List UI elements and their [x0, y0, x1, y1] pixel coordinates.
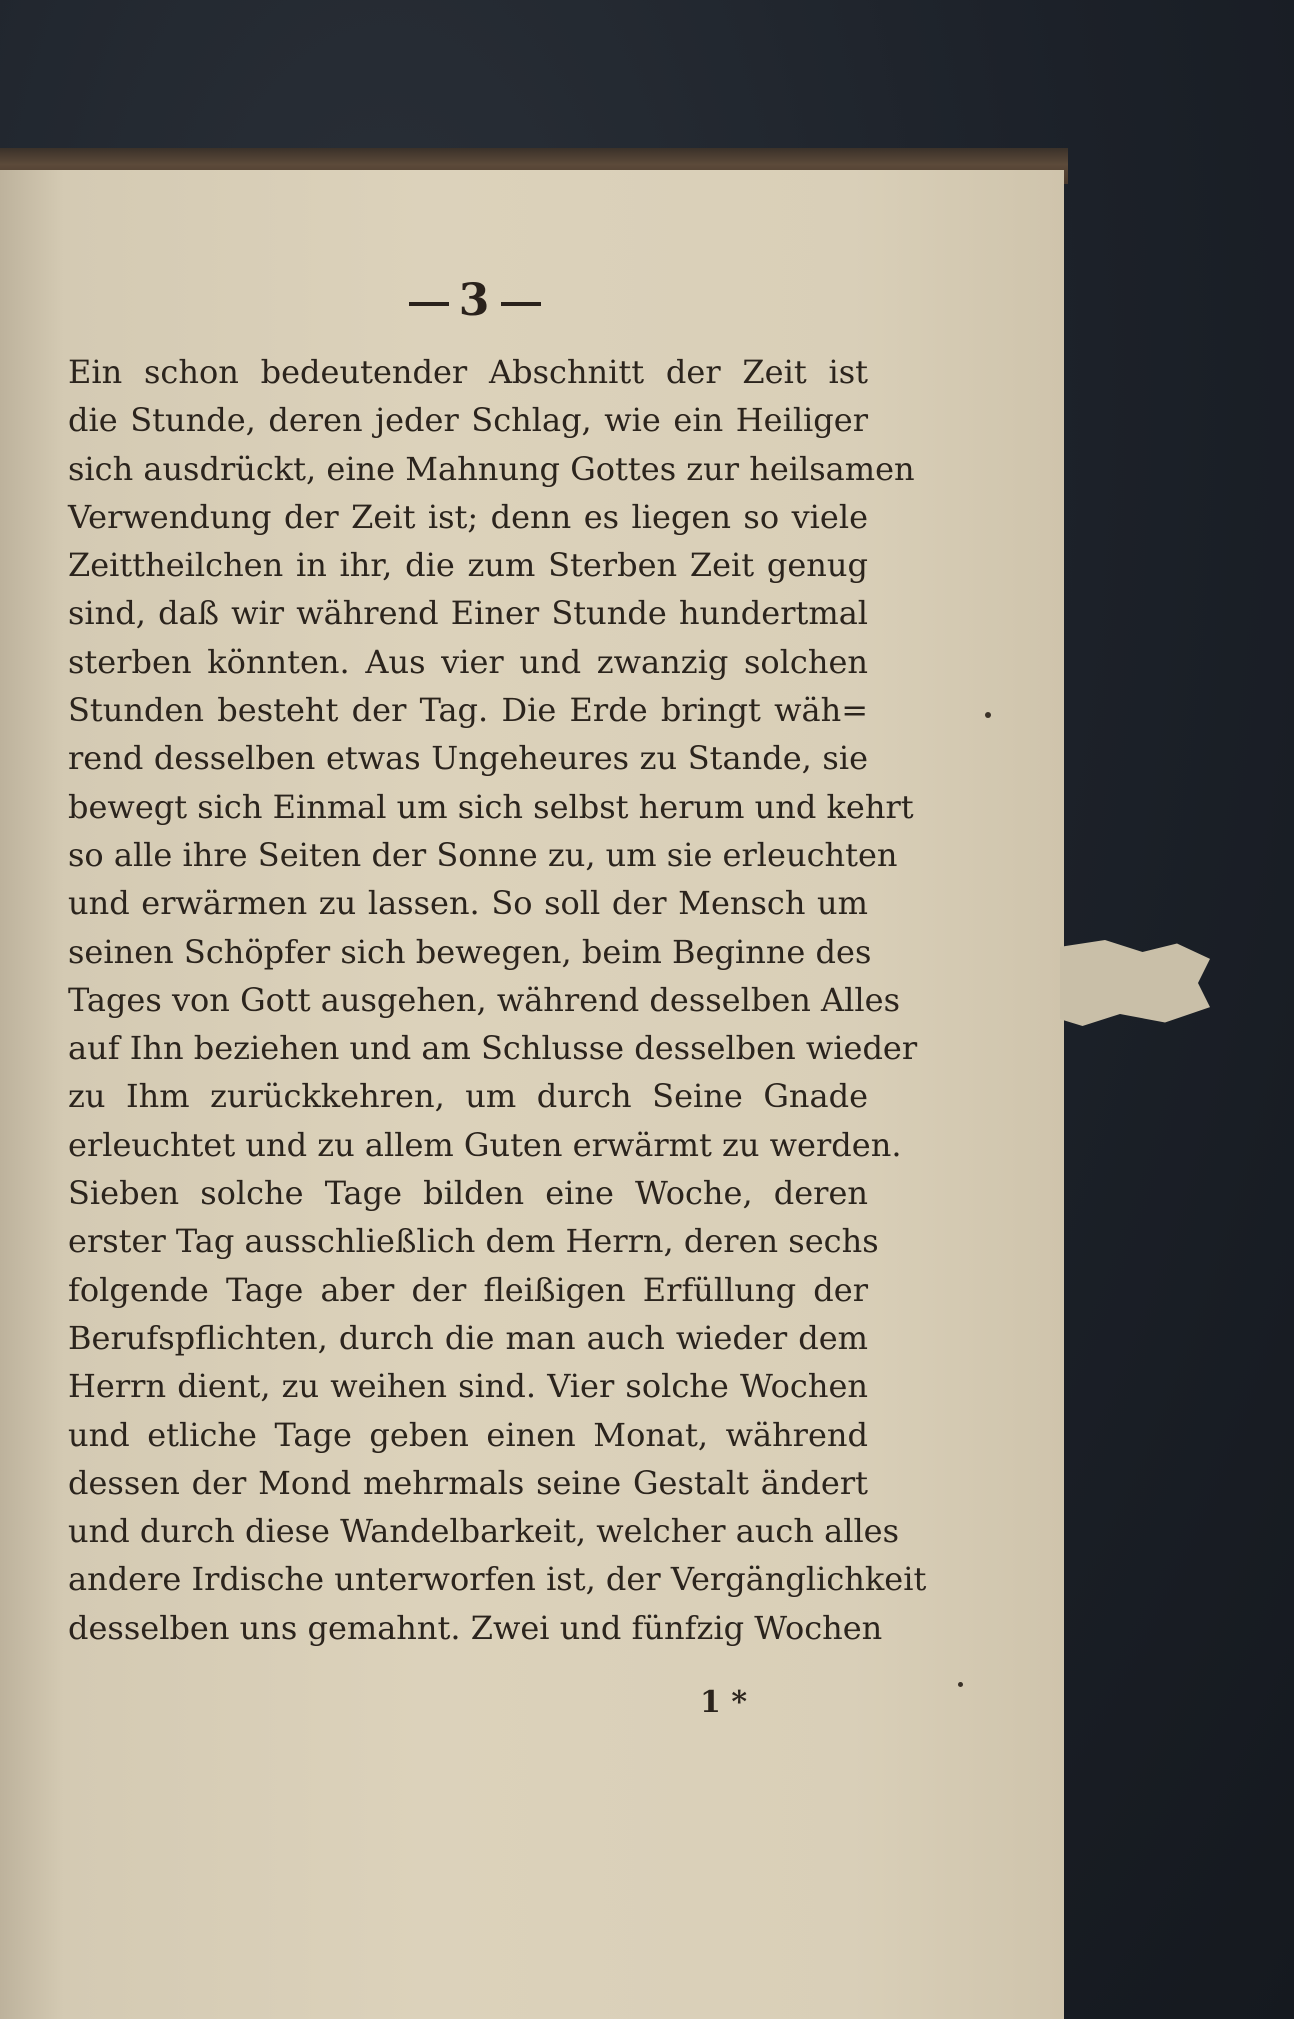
page-speck	[958, 1682, 963, 1687]
text-line: Tages von Gott ausgehen, während desselben Alles	[68, 980, 900, 1019]
text-line: sind, daß wir während Einer Stunde hundertmal	[68, 594, 868, 633]
signature-mark: 1 *	[700, 1685, 748, 1720]
text-line: Herrn dient, zu weihen sind. Vier solche Wochen	[68, 1367, 868, 1406]
text-line: Berufspflichten, durch die man auch wieder dem	[68, 1318, 868, 1357]
text-line: Zeittheilchen in ihr, die zum Sterben Zeit genug	[68, 546, 868, 585]
text-line: Stunden besteht der Tag. Die Erde bringt wäh=	[68, 691, 868, 730]
text-line: zu Ihm zurückkehren, um durch Seine Gnade	[68, 1077, 868, 1116]
text-line: Verwendung der Zeit ist; denn es liegen so viele	[68, 497, 868, 536]
text-line: die Stunde, deren jeder Schlag, wie ein Heiliger	[68, 401, 868, 440]
text-line: rend desselben etwas Ungeheures zu Stande, sie	[68, 739, 868, 778]
text-line: und etliche Tage geben einen Monat, während	[68, 1415, 868, 1454]
body-text	[68, 348, 927, 1652]
dash-right	[501, 302, 541, 306]
text-line: Ein schon bedeutender Abschnitt der Zeit ist	[68, 353, 868, 391]
text-line: erleuchtet und zu allem Guten erwärmt zu werden.	[68, 1125, 902, 1164]
text-line: Sieben solche Tage bilden eine Woche, deren	[68, 1174, 868, 1213]
text-line: so alle ihre Seiten der Sonne zu, um sie erleuchten	[68, 835, 898, 874]
text-line: dessen der Mond mehrmals seine Gestalt ändert	[68, 1463, 868, 1502]
page-speck	[985, 712, 991, 718]
text-line: und erwärmen zu lassen. So soll der Mensch um	[68, 884, 868, 923]
page-number-value: 3	[458, 275, 492, 326]
page-number	[395, 275, 555, 326]
dash-left	[409, 302, 449, 306]
text-line: folgende Tage aber der fleißigen Erfüllung der	[68, 1270, 868, 1309]
text-line: auf Ihn beziehen und am Schlusse desselben wieder	[68, 1029, 918, 1068]
text-line: erster Tag ausschließlich dem Herrn, deren sechs	[68, 1222, 879, 1261]
text-line: bewegt sich Einmal um sich selbst herum und kehrt	[68, 787, 914, 826]
text-line: und durch diese Wandelbarkeit, welcher auch alles	[68, 1512, 900, 1551]
text-line: sterben könnten. Aus vier und zwanzig solchen	[68, 642, 868, 681]
text-line: andere Irdische unterworfen ist, der Vergänglichkeit	[68, 1560, 927, 1599]
page-tab	[1060, 940, 1210, 1026]
text-line: sich ausdrückt, eine Mahnung Gottes zur heilsamen	[68, 449, 915, 488]
text-line: seinen Schöpfer sich bewegen, beim Beginne des	[68, 932, 872, 971]
text-line: desselben uns gemahnt. Zwei und fünfzig Wochen	[68, 1608, 883, 1647]
